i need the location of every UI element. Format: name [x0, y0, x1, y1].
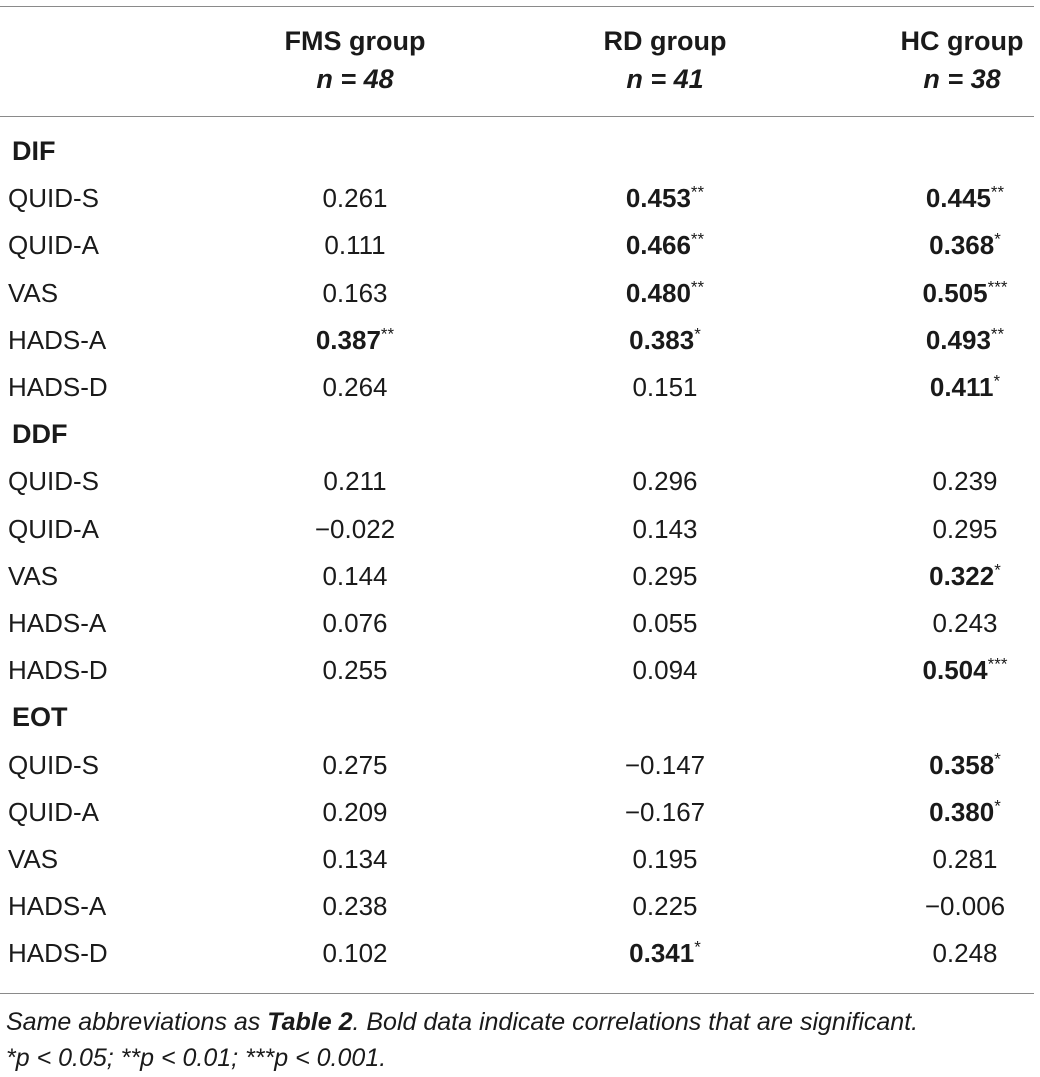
- row-label: QUID-S: [8, 183, 99, 214]
- cell-hc: [875, 325, 1040, 356]
- cell-value: 0.143: [632, 513, 698, 544]
- row-label: HADS-D: [8, 938, 108, 969]
- table-row: [0, 315, 1040, 363]
- row-label: HADS-A: [8, 324, 107, 355]
- cell-value: 0.209: [322, 796, 388, 827]
- cell-fms: [265, 466, 445, 497]
- cell-value: 0.102: [322, 938, 388, 969]
- cell-rd: [575, 797, 755, 828]
- section-row: [0, 409, 1040, 457]
- significance-marker: *: [994, 796, 1001, 816]
- cell-value: 0.111: [324, 230, 386, 261]
- header-hc-n: n = 38: [923, 64, 1001, 94]
- table-row: [0, 456, 1040, 504]
- header-hc-title: HC group: [900, 26, 1024, 56]
- cell-value: 0.480: [625, 277, 691, 308]
- cell-fms: [265, 655, 445, 686]
- cell-hc: [875, 655, 1040, 686]
- cell-value: 0.466: [625, 230, 691, 261]
- table-row: [0, 173, 1040, 221]
- footnote-prefix: Same abbreviations as: [6, 1008, 268, 1036]
- cell-value: 0.238: [322, 891, 388, 922]
- cell-hc: [875, 230, 1040, 261]
- section-label: EOT: [12, 702, 68, 733]
- significance-marker: **: [690, 276, 705, 296]
- significance-marker: *: [694, 937, 701, 957]
- cell-rd: [575, 891, 755, 922]
- cell-value: 0.322: [929, 560, 995, 591]
- footnote-table-ref: Table 2: [267, 1008, 353, 1036]
- cell-value: 0.275: [322, 749, 388, 780]
- table-row: [0, 220, 1040, 268]
- section-label: DDF: [12, 419, 68, 450]
- row-label: QUID-A: [8, 230, 99, 261]
- header-fms: [255, 22, 455, 98]
- significance-marker: *: [694, 324, 701, 344]
- cell-fms: [265, 325, 445, 356]
- cell-fms: [265, 372, 445, 403]
- footnote-line-2: *p < 0.05; **p < 0.01; ***p < 0.001.: [6, 1044, 387, 1072]
- cell-value: 0.341: [629, 938, 695, 969]
- header-fms-n: n = 48: [316, 64, 394, 94]
- cell-rd: [575, 655, 755, 686]
- row-label: HADS-D: [8, 655, 108, 686]
- row-label: VAS: [8, 560, 59, 591]
- header-rd-n: n = 41: [626, 64, 704, 94]
- cell-rd: [575, 372, 755, 403]
- cell-value: 0.261: [322, 183, 388, 214]
- cell-hc: [875, 844, 1040, 875]
- section-row: [0, 692, 1040, 740]
- row-label: QUID-A: [8, 796, 99, 827]
- cell-rd: [575, 230, 755, 261]
- cell-value: 0.505: [922, 277, 988, 308]
- cell-value: 0.445: [925, 183, 991, 214]
- cell-value: 0.195: [632, 844, 698, 874]
- header-fms-title: FMS group: [284, 26, 426, 56]
- cell-value: 0.383: [629, 324, 695, 355]
- cell-value: 0.163: [322, 277, 388, 308]
- row-label: HADS-D: [8, 372, 108, 402]
- significance-marker: *: [994, 560, 1001, 580]
- table-row: [0, 787, 1040, 835]
- top-rule: [0, 6, 1034, 7]
- cell-value: 0.296: [632, 466, 698, 497]
- cell-value: 0.134: [322, 844, 388, 874]
- cell-hc: [875, 561, 1040, 592]
- cell-value: 0.239: [932, 466, 998, 497]
- cell-value: 0.255: [322, 655, 388, 686]
- bottom-rule: [0, 993, 1034, 994]
- cell-value: 0.225: [632, 891, 698, 922]
- header-hc: [862, 22, 1040, 98]
- cell-rd: [575, 608, 755, 639]
- cell-fms: [265, 844, 445, 875]
- footnote-line-1: [6, 1004, 1036, 1040]
- section-label: DIF: [12, 136, 56, 166]
- cell-hc: [875, 938, 1040, 969]
- cell-fms: [265, 938, 445, 969]
- table-footnote: [6, 1004, 1036, 1076]
- cell-value: 0.264: [322, 372, 388, 402]
- cell-value: 0.493: [925, 324, 991, 355]
- cell-hc: [875, 278, 1040, 309]
- row-label: HADS-A: [8, 891, 107, 922]
- significance-marker: **: [380, 324, 395, 344]
- cell-value: 0.453: [625, 183, 691, 214]
- row-label: QUID-A: [8, 513, 99, 544]
- table-row: [0, 362, 1040, 410]
- significance-marker: ***: [987, 654, 1008, 674]
- cell-fms: [265, 561, 445, 592]
- cell-fms: [265, 278, 445, 309]
- significance-marker: ***: [987, 276, 1008, 296]
- cell-fms: [265, 891, 445, 922]
- table-row: [0, 740, 1040, 788]
- cell-value: 0.281: [932, 844, 998, 874]
- cell-value: 0.380: [929, 796, 995, 827]
- cell-rd: [575, 938, 755, 969]
- cell-value: 0.151: [632, 372, 698, 402]
- cell-value: 0.076: [322, 608, 388, 638]
- cell-hc: [875, 466, 1040, 497]
- table-row: [0, 268, 1040, 316]
- significance-marker: **: [990, 182, 1005, 202]
- cell-value: 0.411: [929, 372, 994, 402]
- row-label: QUID-S: [8, 749, 99, 780]
- row-label: QUID-S: [8, 466, 99, 497]
- cell-value: 0.295: [932, 513, 998, 544]
- significance-marker: **: [990, 324, 1005, 344]
- significance-marker: *: [994, 229, 1001, 249]
- cell-rd: [575, 561, 755, 592]
- cell-rd: [575, 514, 755, 545]
- cell-hc: [875, 891, 1040, 922]
- table-row: [0, 551, 1040, 599]
- cell-hc: [875, 608, 1040, 639]
- row-label: VAS: [8, 277, 59, 308]
- cell-fms: [265, 608, 445, 639]
- cell-rd: [575, 278, 755, 309]
- row-label: VAS: [8, 844, 59, 874]
- table-row: [0, 881, 1040, 929]
- cell-value: 0.094: [632, 655, 698, 686]
- table-row: [0, 834, 1040, 882]
- cell-rd: [575, 750, 755, 781]
- cell-value: −0.167: [624, 796, 706, 827]
- significance-marker: *: [994, 748, 1001, 768]
- cell-value: 0.243: [932, 608, 998, 638]
- footnote-suffix: . Bold data indicate correlations that are significant.: [352, 1008, 919, 1036]
- cell-value: 0.295: [632, 560, 698, 591]
- header-rd-title: RD group: [603, 26, 727, 56]
- header-rd: [565, 22, 765, 98]
- cell-hc: [875, 514, 1040, 545]
- table-row: [0, 598, 1040, 646]
- significance-marker: **: [690, 182, 705, 202]
- table-row: [0, 928, 1040, 976]
- cell-value: −0.022: [314, 513, 396, 544]
- cell-fms: [265, 797, 445, 828]
- cell-value: 0.387: [315, 324, 381, 355]
- table-row: [0, 645, 1040, 693]
- cell-rd: [575, 325, 755, 356]
- significance-marker: **: [690, 229, 705, 249]
- table-row: [0, 504, 1040, 552]
- significance-marker: *: [993, 371, 1001, 391]
- cell-fms: [265, 183, 445, 214]
- header-rule: [0, 116, 1034, 117]
- cell-fms: [265, 514, 445, 545]
- section-row: [0, 126, 1040, 174]
- cell-value: 0.248: [932, 938, 998, 969]
- cell-rd: [575, 844, 755, 875]
- cell-fms: [265, 230, 445, 261]
- cell-value: −0.006: [924, 891, 1006, 922]
- cell-value: 0.211: [323, 466, 387, 497]
- cell-value: 0.144: [322, 560, 388, 591]
- cell-value: 0.368: [929, 230, 995, 261]
- cell-rd: [575, 183, 755, 214]
- cell-value: 0.504: [922, 655, 988, 686]
- cell-hc: [875, 183, 1040, 214]
- cell-hc: [875, 750, 1040, 781]
- cell-value: 0.358: [929, 749, 995, 780]
- cell-hc: [875, 797, 1040, 828]
- cell-value: −0.147: [624, 749, 706, 780]
- cell-fms: [265, 750, 445, 781]
- row-label: HADS-A: [8, 608, 107, 638]
- cell-value: 0.055: [632, 608, 698, 638]
- cell-hc: [875, 372, 1040, 403]
- cell-rd: [575, 466, 755, 497]
